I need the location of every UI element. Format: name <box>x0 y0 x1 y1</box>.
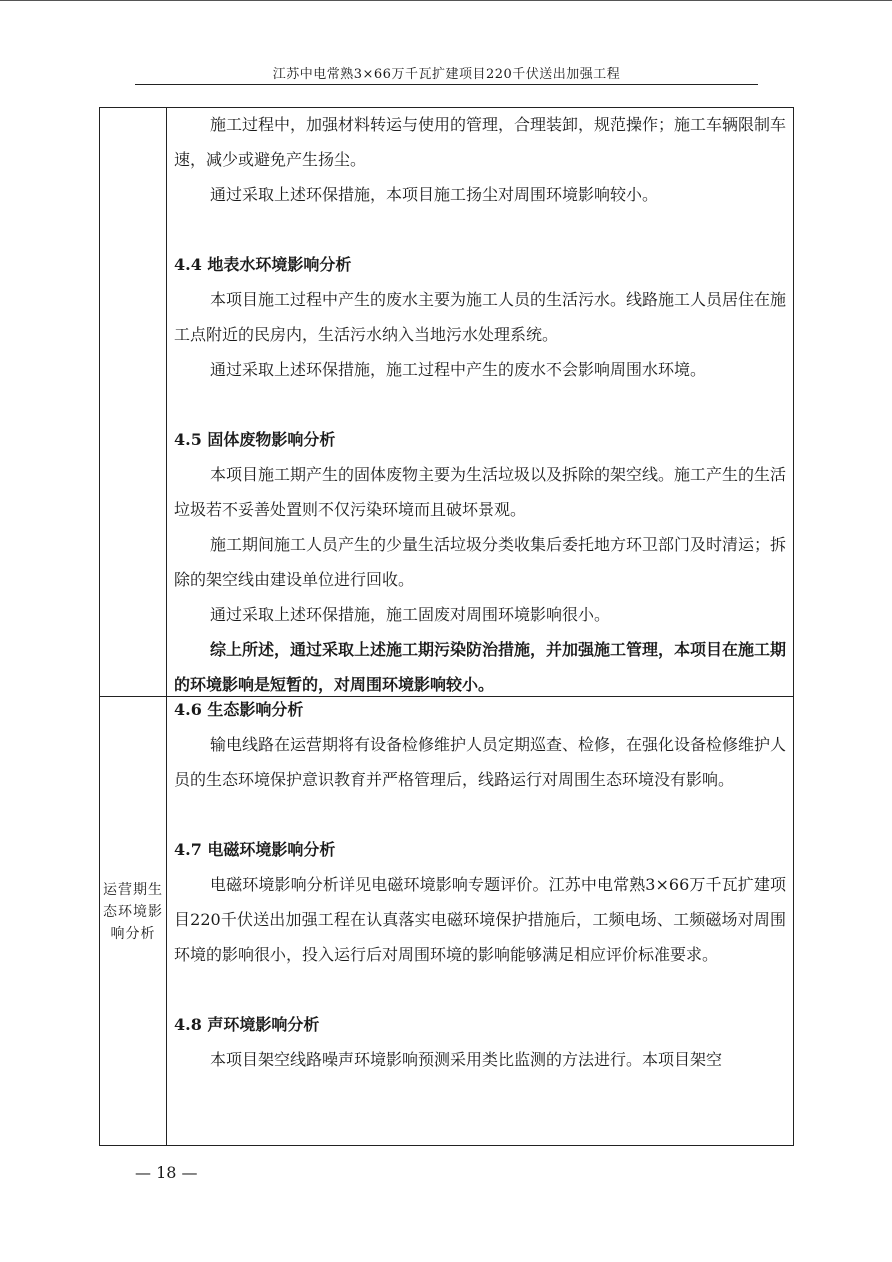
paragraph: 本项目施工期产生的固体废物主要为生活垃圾以及拆除的架空线。施工产生的生活垃圾若不妥善处置则不仅污染环境而且破坏景观。 <box>174 465 787 519</box>
side-label-operation-ecology: 运营期生态环境影响分析 <box>103 882 163 942</box>
construction-period-content <box>174 107 786 702</box>
paragraph: 电磁环境影响分析详见电磁环境影响专题评价。江苏中电常熟3×66万千瓦扩建项目220千伏送出加强工程在认真落实电磁环境保护措施后，工频电场、工频磁场对周围环境的影响很小，投入运行后对周围环境的影响能够满足相应评价标准要求。 <box>174 875 786 964</box>
paragraph: 通过采取上述环保措施，施工过程中产生的废水不会影响周围水环境。 <box>210 360 707 379</box>
page-number: — 18 — <box>135 1163 198 1182</box>
header-rule <box>135 84 758 85</box>
paragraph: 通过采取上述环保措施，施工固废对周围环境影响很小。 <box>210 605 611 624</box>
paragraph: 输电线路在运营期将有设备检修维护人员定期巡查、检修，在强化设备检修维护人员的生态环境保护意识教育并严格管理后，线路运行对周围生态环境没有影响。 <box>174 735 787 789</box>
section-heading-4-8: 4.8 声环境影响分析 <box>174 1015 320 1034</box>
summary-paragraph: 综上所述，通过采取上述施工期污染防治措施，并加强施工管理，本项目在施工期的环境影响是短暂的，对周围环境影响较小。 <box>174 640 787 694</box>
paragraph: 通过采取上述环保措施，本项目施工扬尘对周围环境影响较小。 <box>210 185 659 204</box>
section-heading-4-4: 4.4 地表水环境影响分析 <box>174 255 352 274</box>
section-heading-4-7: 4.7 电磁环境影响分析 <box>174 840 336 859</box>
paragraph: 施工期间施工人员产生的少量生活垃圾分类收集后委托地方环卫部门及时清运；拆除的架空线由建设单位进行回收。 <box>174 535 787 589</box>
table-cell-left-top <box>99 107 167 697</box>
section-heading-4-5: 4.5 固体废物影响分析 <box>174 430 336 449</box>
page-header-title: 江苏中电常熟3×66万千瓦扩建项目220千伏送出加强工程 <box>272 67 621 82</box>
operation-period-content <box>174 692 786 1077</box>
paragraph: 本项目施工过程中产生的废水主要为施工人员的生活污水。线路施工人员居住在施工点附近的民房内，生活污水纳入当地污水处理系统。 <box>174 290 787 344</box>
top-border <box>0 0 892 1</box>
section-heading-4-6: 4.6 生态影响分析 <box>174 700 304 719</box>
paragraph: 施工过程中，加强材料转运与使用的管理，合理装卸，规范操作；施工车辆限制车速，减少或避免产生扬尘。 <box>174 115 787 169</box>
paragraph: 本项目架空线路噪声环境影响预测采用类比监测的方法进行。本项目架空 <box>210 1050 723 1069</box>
